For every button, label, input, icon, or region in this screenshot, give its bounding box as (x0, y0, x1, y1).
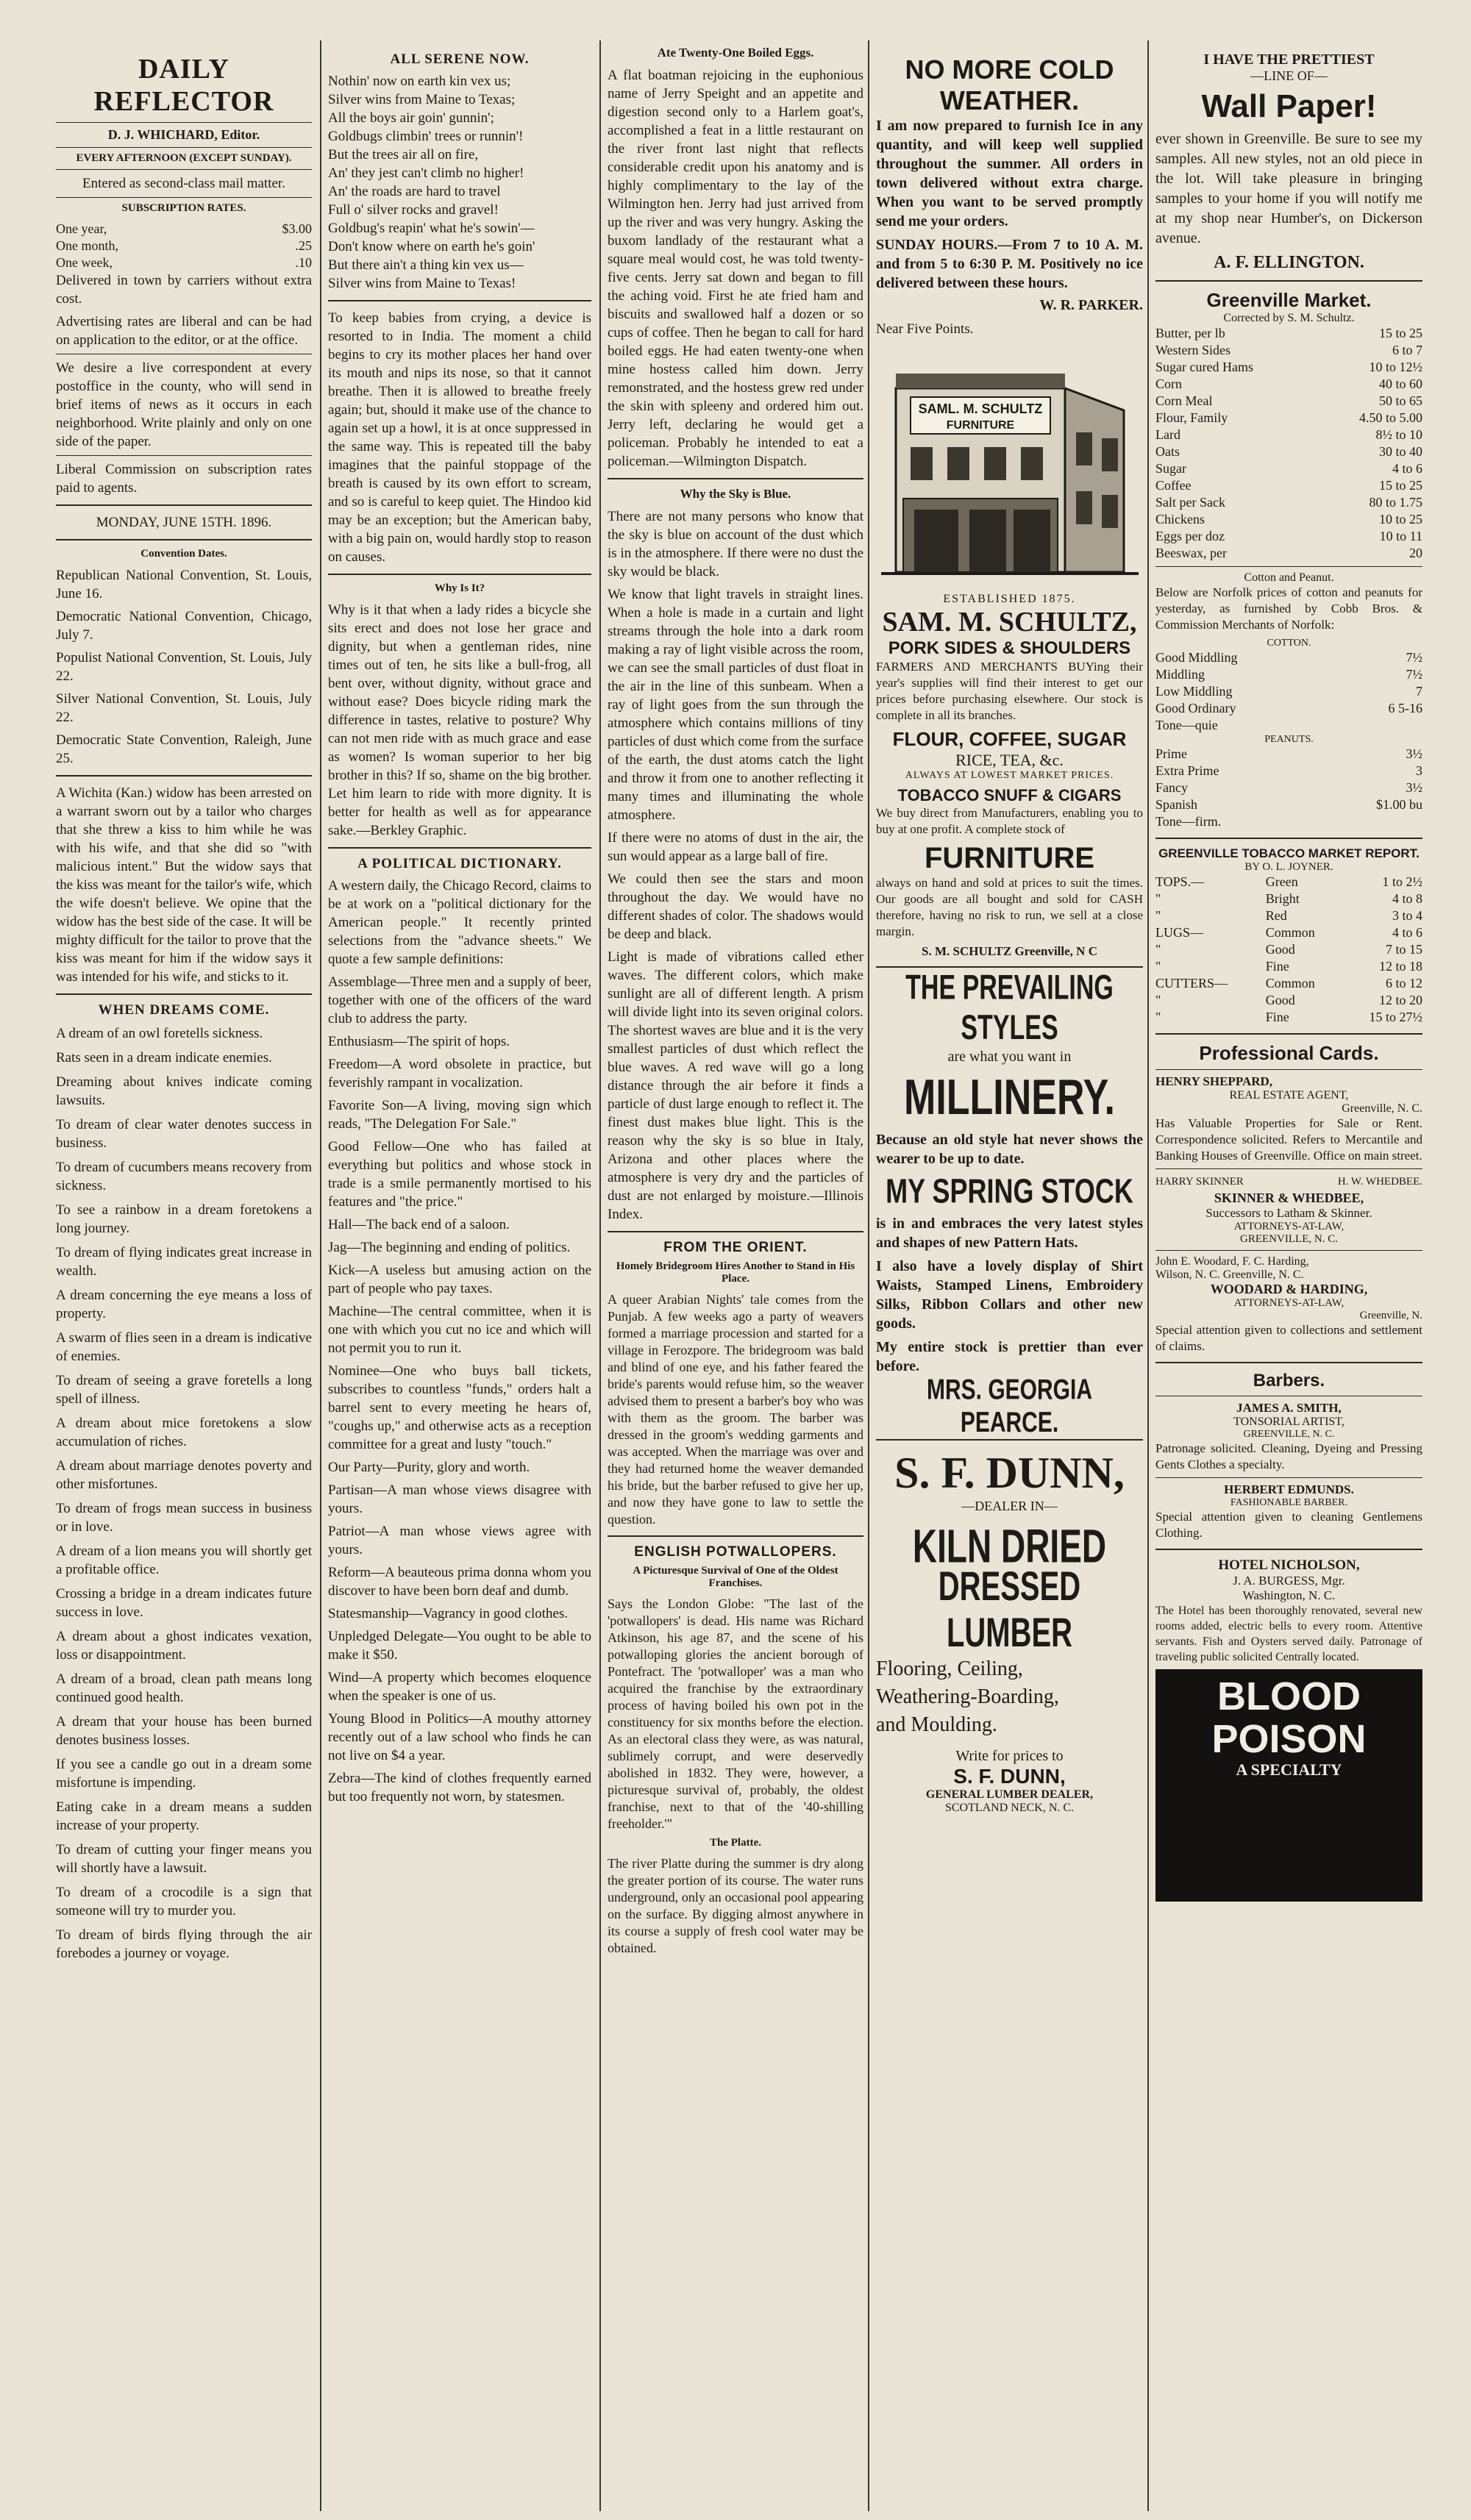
market-row: Butter, per lb 15 to 25 (1155, 326, 1422, 340)
definition: Unpledged Delegate—You ought to be able to make it $50. (328, 1629, 591, 1663)
convention-item: Democratic National Convention, Chicago, July 7. (56, 609, 312, 643)
peanut-table (1155, 746, 1422, 830)
convention-title: Convention Dates. (140, 548, 227, 560)
correspondent-note: We desire a live correspondent at every postoffice in the county, who will send in brief items of news as it occurs in each neighborhood. Write plainly and only on one side of the paper. (56, 360, 312, 449)
dream-item: A swarm of flies seen in a dream is indicative of enemies. (56, 1330, 312, 1364)
definition: Our Party—Purity, glory and worth. (328, 1460, 530, 1475)
sky-para: We could then see the stars and moon throughout the day. We would have no different shades of color. The shadows would be deep and black. (608, 871, 863, 942)
masthead-schedule: EVERY AFTERNOON (EXCEPT SUNDAY). (76, 152, 292, 164)
platte-title: The Platte. (710, 1837, 761, 1849)
poem-line: Silver wins from Maine to Texas! (328, 276, 516, 291)
definition: Partisan—A man whose views disagree with yours. (328, 1482, 591, 1516)
market-row: Chickens 10 to 25 (1155, 512, 1422, 527)
dream-item: A dream about marriage denotes poverty and other misfortunes. (56, 1458, 312, 1492)
cotton-title: Cotton and Peanut. (1244, 571, 1334, 584)
market-row: Salt per Sack 80 to 1.75 (1155, 495, 1422, 510)
market-corrected: Corrected by S. M. Schultz. (1223, 312, 1355, 324)
cotton-row: Good Middling 7½ (1155, 650, 1422, 665)
schultz-tobacco: TOBACCO SNUFF & CIGARS (897, 786, 1122, 804)
sky-para: We know that light travels in straight lines. When a hole is made in a curtain and light streams through the hole into a dark room making a ray of light visible across the room, we can see the small particles of dust float in the air in the line of this sunbeam. When a ray of light goes from the sun through the atmosphere which contains millions of tiny particles of dust which come from the surface of the earth, the dust atoms catch the light and throw it from one to another reflecting it many times and illuminating the whole atmosphere. (608, 587, 863, 823)
millinery-text4: My entire stock is prettier than ever before. (876, 1339, 1143, 1374)
smith-text: Patronage solicited. Cleaning, Dyeing and Pressing Gents Clothes a specialty. (1155, 1441, 1422, 1471)
edmunds-text: Special attention given to cleaning Gentlemens Clothing. (1155, 1510, 1422, 1540)
potwallopers-story: Says the London Globe: "The last of the 'potwallopers' is dead. His name was Richard Atkinson, his age 87, and the scene of his potwalloping glories the ancient borough of Pontefract. The 'potwalloper' was a man who acquired the franchise by the extraordinary process of having boiled his own pot in the constituency for six months before the election. As an electoral class they were, as was natural, sublimely corrupt, and were deservedly abolished in 1832. They were, however, a picturesque survival of, probably, the oldest franchise, next to that of the '40-shilling freeholder.'" (608, 1596, 863, 1831)
dunn-location: SCOTLAND NECK, N. C. (944, 1802, 1075, 1814)
masthead-entry: Entered as second-class mail matter. (82, 176, 285, 191)
column-2 (324, 44, 596, 2515)
column-4 (872, 44, 1147, 2515)
cotton-head: COTTON. (1267, 638, 1311, 649)
orient-story: A queer Arabian Nights' tale comes from the Punjab. A few weeks ago a party of weavers formed a marriage procession and started for a village in Ferozpore. The bridegroom was bald and blind of one eye, and his father feared the bride's parents would refuse him, so the weaver advised them to present a barber's boy who was with them as the groom. The barber was dressed in the groom's wedding garments and was accepted. When the marriage was over and they had returned home the weaver demanded his bride, but the barber refused to give her up, and now they have gone to law to settle the question. (608, 1292, 863, 1527)
definition: Kick—A useless but amusing action on the part of people who pay taxes. (328, 1263, 591, 1296)
schultz-pork: PORK SIDES & SHOULDERS (888, 638, 1131, 658)
poem-line: Full o' silver rocks and gravel! (328, 202, 499, 218)
eggs-title: Ate Twenty-One Boiled Eggs. (657, 46, 814, 60)
wallpaper-line1: I HAVE THE PRETTIEST (1203, 51, 1375, 68)
cotton-row: Middling 7½ (1155, 667, 1422, 682)
dream-item: To dream of seeing a grave foretells a long spell of illness. (56, 1373, 312, 1407)
smith-role: TONSORIAL ARTIST, (1233, 1416, 1344, 1428)
dunn-moulding: and Moulding. (876, 1713, 997, 1736)
millinery-line2: are what you want in (947, 1049, 1072, 1065)
market-table (1155, 325, 1422, 562)
serene-title: ALL SERENE NOW. (390, 51, 530, 67)
wallpaper-title: Wall Paper! (1201, 88, 1377, 124)
tobacco-row: " Fine 12 to 18 (1155, 959, 1422, 974)
schultz-farmers: FARMERS AND MERCHANTS BUYing their year's supplies will find their interest to get our prices before purchasing elsewhere. Our stock is complete in all its branches. (876, 660, 1143, 722)
schultz-signature: S. M. SCHULTZ Greenville, N C (922, 944, 1097, 958)
blood-title: BLOOD POISON (1211, 1674, 1367, 1761)
poem-line: But the trees air all on fire, (328, 147, 479, 163)
dream-item: To dream of flying indicates great increase in wealth. (56, 1245, 312, 1279)
definition: Wind—A property which becomes eloquence when the speaker is one of us. (328, 1670, 591, 1704)
rate-row: One week, .10 (56, 255, 312, 270)
dream-item: A dream concerning the eye means a loss of property. (56, 1288, 312, 1321)
dream-item: To dream of birds flying through the air forebodes a journey or voyage. (56, 1927, 312, 1961)
dream-item: Rats seen in a dream indicate enemies. (56, 1050, 272, 1066)
column-5 (1151, 44, 1427, 2515)
hotel-name: HOTEL NICHOLSON, (1218, 1557, 1360, 1573)
market-row: Oats 30 to 40 (1155, 444, 1422, 459)
cotton-note: Below are Norfolk prices of cotton and peanuts for yesterday, as furnished by Cobb Bros. & Commission Merchants of Norfolk: (1155, 585, 1422, 632)
definition: Freedom—A word obsolete in practice, but feverishly rampant in vocalization. (328, 1057, 591, 1091)
peanut-row: Spanish $1.00 bu (1155, 797, 1422, 812)
millinery-text3: I also have a lovely display of Shirt Waists, Stamped Linens, Embroidery Silks, Ribbon Collars and other new goods. (876, 1258, 1143, 1332)
poem-line: An' they jest can't climb no higher! (328, 165, 524, 181)
poem-line: But there ain't a thing kin vex us— (328, 257, 524, 273)
smith-name: JAMES A. SMITH, (1236, 1401, 1342, 1415)
weather-text: I am now prepared to furnish Ice in any quantity, and will keep well supplied throughout the summer. All orders in town delivered without extra charge. When you want to be served promptly send me your orders. (876, 118, 1143, 229)
dream-item: To dream of a crocodile is a sign that someone will try to murder you. (56, 1885, 312, 1918)
woodard-role: ATTORNEYS-AT-LAW, (1233, 1297, 1344, 1309)
dunn-general: GENERAL LUMBER DEALER, (925, 1788, 1094, 1801)
tobacco-row: " Fine 15 to 27½ (1155, 1010, 1422, 1024)
schultz-flour: FLOUR, COFFEE, SUGAR (892, 728, 1127, 750)
definition: Patriot—A man whose views agree with yours. (328, 1524, 591, 1557)
dream-item: To see a rainbow in a dream foretokens a long journey. (56, 1202, 312, 1236)
hotel-text: The Hotel has been thoroughly renovated, several new rooms added, electric bells to every room. Attentive servants. Fish and Oysters served daily. Patronage of traveling public solicited Centrally located. (1155, 1605, 1422, 1663)
dream-item: To dream of clear water denotes success in business. (56, 1117, 312, 1151)
market-row: Flour, Family 4.50 to 5.00 (1155, 410, 1422, 425)
rates-table (56, 221, 312, 271)
poem-line: Goldbugs climbin' trees or runnin'! (328, 129, 524, 144)
dunn-dealer: —DEALER IN— (961, 1499, 1058, 1513)
why-title: Why Is It? (434, 582, 485, 594)
dream-item: A dream of a broad, clean path means long continued good health. (56, 1671, 312, 1705)
edmunds-name: HERBERT EDMUNDS. (1224, 1482, 1354, 1496)
market-row: Corn Meal 50 to 65 (1155, 393, 1422, 408)
millinery-text1: Because an old style hat never shows the wearer to be up to date. (876, 1132, 1143, 1167)
rates-title: SUBSCRIPTION RATES. (121, 202, 246, 214)
wallpaper-signature: A. F. ELLINGTON. (1214, 253, 1364, 272)
tobacco-row: TOPS.— Green 1 to 2½ (1155, 874, 1422, 889)
schultz-buy: We buy direct from Manufacturers, enabling you to buy at one profit. A complete stock of (876, 806, 1143, 836)
dream-item: A dream that your house has been burned denotes business losses. (56, 1714, 312, 1748)
woodard-place: Greenville, N. (1359, 1310, 1422, 1321)
sign-line2: FURNITURE (946, 419, 1014, 432)
dream-item: To dream of cucumbers means recovery from sickness. (56, 1160, 312, 1193)
hotel-proprietor: J. A. BURGESS, Mgr. (1233, 1574, 1345, 1588)
definition: Reform—A beauteous prima donna whom you discover to have been born deaf and dumb. (328, 1565, 591, 1599)
established: ESTABLISHED 1875. (943, 593, 1076, 605)
tobacco-row: " Good 7 to 15 (1155, 942, 1422, 957)
store-building-illustration (881, 344, 1139, 587)
tobacco-row: " Red 3 to 4 (1155, 908, 1422, 923)
orient-title: FROM THE ORIENT. (663, 1240, 808, 1255)
schultz-rice: RICE, TEA, &c. (955, 751, 1064, 769)
peanut-row: Prime 3½ (1155, 746, 1422, 761)
schultz-furniture: FURNITURE (924, 842, 1095, 874)
dunn-dressed: DRESSED LUMBER (938, 1564, 1081, 1656)
definition: Machine—The central committee, when it is one with which you cut no ice and which will not permit you to run it. (328, 1304, 591, 1356)
wallpaper-text: ever shown in Greenville. Be sure to see my samples. All new styles, not an old piece in the lot. Will take pleasure in bringing samples to your home if you will notify me at my shop near Humber's, on Dickerson avenue. (1155, 131, 1422, 246)
peanut-row: Tone—firm. (1155, 814, 1222, 829)
sky-title: Why the Sky is Blue. (680, 487, 791, 501)
dunn-kiln: KILN DRIED (912, 1518, 1107, 1573)
convention-item: Republican National Convention, St. Louis, June 16. (56, 568, 312, 602)
advertising-note: Advertising rates are liberal and can be had on application to the editor, or at the office. (56, 314, 312, 348)
tobacco-row: CUTTERS— Common 6 to 12 (1155, 976, 1422, 990)
poem-line: An' the roads are hard to travel (328, 184, 501, 199)
market-row: Lard 8½ to 10 (1155, 427, 1422, 442)
sky-para: If there were no atoms of dust in the air, the sun would appear as a large ball of fire. (608, 830, 863, 864)
schultz-name: SAM. M. SCHULTZ, (882, 607, 1137, 638)
sheppard-name: HENRY SHEPPARD, (1155, 1074, 1273, 1088)
column-rule (868, 40, 869, 2511)
definition: Statesmanship—Vagrancy in good clothes. (328, 1606, 569, 1621)
millinery-text2: is in and embraces the very latest styles and shapes of new Pattern Hats. (876, 1216, 1143, 1251)
weather-title: NO MORE COLD WEATHER. (905, 54, 1114, 115)
tobacco-by: BY O. L. JOYNER. (1244, 861, 1333, 873)
market-row: Sugar 4 to 6 (1155, 461, 1422, 476)
peanut-head: PEANUTS. (1264, 734, 1314, 745)
skinner-place: GREENVILLE, N. C. (1240, 1233, 1338, 1245)
definition: Enthusiasm—The spirit of hops. (328, 1034, 510, 1049)
market-row: Western Sides 6 to 7 (1155, 343, 1422, 357)
hotel-place: Washington, N. C. (1242, 1588, 1336, 1602)
babies-story: To keep babies from crying, a device is resorted to in India. The moment a child begins to cry its mother places her hand over its mouth and nips its nose, so that it cannot breathe. Then it is allowed to breathe freely again; but, should it make use of the chance to again set up a howl, it is at once suppressed in the same way. This is repeated till the baby imagines that the painful stoppage of the breath is caused by its own effort to scream, and so is careful to keep quiet. The Hindoo kid may be an exception; but the American baby, with a big pain on, would hardly stop to reason on causes. (328, 310, 591, 565)
weather-location: Near Five Points. (876, 321, 974, 337)
schultz-always: ALWAYS AT LOWEST MARKET PRICES. (905, 770, 1114, 781)
smith-place: GREENVILLE, N. C. (1243, 1429, 1335, 1440)
dream-item: A dream about a ghost indicates vexation, loss or disappointment. (56, 1629, 312, 1663)
rate-row: One year, $3.00 (56, 221, 312, 236)
wichita-story: A Wichita (Kan.) widow has been arrested on a warrant sworn out by a tailor who charges that she threw a kiss to him while he was with his wife, and that she did so "with malicious intent." But the widow says that the kiss was meant for the tailor's wife, which the wife doesn't believe. We opine that the widow has the best side of the case. It will be mighty difficult for the tailor to prove that the kiss was meant for him if the widow says it was intended for his wife, and sticks to it. (56, 785, 312, 985)
dream-item: A dream about mice foretokens a slow accumulation of riches. (56, 1416, 312, 1449)
dream-item: To dream of frogs mean success in business or in love. (56, 1501, 312, 1535)
dream-item: A dream of a lion means you will shortly get a profitable office. (56, 1543, 312, 1577)
sheppard-place: Greenville, N. C. (1342, 1102, 1422, 1115)
column-rule (320, 40, 321, 2511)
market-row: Corn 40 to 60 (1155, 376, 1422, 391)
column-rule (599, 40, 601, 2511)
definition: Hall—The back end of a saloon. (328, 1217, 510, 1232)
market-row: Sugar cured Hams 10 to 12½ (1155, 360, 1422, 374)
cotton-row: Tone—quie (1155, 718, 1218, 732)
convention-item: Silver National Convention, St. Louis, July 22. (56, 691, 312, 725)
woodard-places: Wilson, N. C. Greenville, N. C. (1155, 1268, 1304, 1281)
market-row: Eggs per doz 10 to 11 (1155, 529, 1422, 543)
definition: Zebra—The kind of clothes frequently earned but too frequently not worn, by statesmen. (328, 1771, 591, 1805)
orient-subtitle: Homely Bridegroom Hires Another to Stand in His Place. (616, 1260, 855, 1285)
dream-item: Eating cake in a dream means a sudden increase of your property. (56, 1799, 312, 1833)
masthead-title: DAILY REFLECTOR (93, 54, 274, 117)
peanut-row: Extra Prime 3 (1155, 763, 1422, 778)
poem-line: Don't know where on earth he's goin' (328, 239, 535, 254)
millinery-line4: MY SPRING STOCK (886, 1171, 1133, 1210)
woodard-text: Special attention given to collections and settlement of claims. (1155, 1323, 1422, 1353)
sky-para: There are not many persons who know that the sky is blue on account of the dust which is in the atmosphere. If there were no dust the sky would be black. (608, 509, 863, 579)
professional-title: Professional Cards. (1199, 1042, 1379, 1064)
dictionary-intro: A western daily, the Chicago Record, claims to be at work on a "political dictionary for the American people." It recently printed selections from the "advance sheets." We quote a few sample definitions: (328, 878, 591, 967)
dunn-sig: S. F. DUNN, (953, 1765, 1066, 1788)
convention-item: Populist National Convention, St. Louis, July 22. (56, 650, 312, 684)
wallpaper-line2: —LINE OF— (1250, 68, 1328, 83)
dreams-title: WHEN DREAMS COME. (98, 1002, 270, 1018)
dunn-name: S. F. DUNN, (894, 1449, 1125, 1497)
potwallopers-title: ENGLISH POTWALLOPERS. (634, 1544, 837, 1560)
commission-note: Liberal Commission on subscription rates paid to agents. (56, 462, 312, 496)
dream-item: A dream of an owl foretells sickness. (56, 1026, 263, 1041)
dictionary-title: A POLITICAL DICTIONARY. (357, 856, 562, 871)
skinner-role: ATTORNEYS-AT-LAW, (1233, 1221, 1344, 1232)
tobacco-row: " Bright 4 to 8 (1155, 891, 1422, 906)
platte-story: The river Platte during the summer is dry along the greater portion of its course. The water runs underground, only an occasional pool appearing on the surface. By digging almost anywhere in its course a supply of fresh cool water may be obtained. (608, 1856, 863, 1955)
dunn-write: Write for prices to (955, 1748, 1064, 1764)
definition: Assemblage—Three men and a supply of beer, together with one of the officers of the ward club to address the party. (328, 974, 591, 1027)
woodard-names: John E. Woodard, F. C. Harding, (1155, 1255, 1309, 1268)
tobacco-title: GREENVILLE TOBACCO MARKET REPORT. (1158, 846, 1420, 860)
woodard-firm: WOODARD & HARDING, (1210, 1282, 1368, 1296)
masthead-editor: D. J. WHICHARD, Editor. (107, 127, 260, 142)
dreams-list (56, 1024, 312, 1963)
rate-row: One month, .25 (56, 238, 312, 253)
millinery-line1: THE PREVAILING STYLES (905, 968, 1114, 1048)
tobacco-row: LUGS— Common 4 to 6 (1155, 925, 1422, 940)
poem-line: All the boys air goin' gunnin'; (328, 110, 494, 126)
weather-hours: SUNDAY HOURS.—From 7 to 10 A. M. and from 5 to 6:30 P. M. Positively no ice delivered between these hours. (876, 237, 1143, 291)
delivery-note: Delivered in town by carriers without extra cost. (56, 273, 312, 307)
eggs-story: A flat boatman rejoicing in the euphonious name of Jerry Speight and an appetite and digestion second only to a Harlem goat's, accomplished a feat in a little restaurant on the river front last night that reflects considerable credit upon his anatomy and is highly complimentary to the lay of the Wilmington hen. Jerry had just arrived from up the river and was very hungry. Asking the buxom landlady of the restaurant what a square meal would cost, he was told twenty-five cents. Jerry sat down and began to fill the aching void. First he ate fried ham and biscuits and swallowed half a dozen or so cups of coffee. Then he began to call for hard boiled eggs. He had eaten twenty-one when mine hostess called him down. Jerry remonstrated, and the hostess grew red under the skin with spleeny and ordered him out. Jerry left, declaring he would get a policeman. Probably he intended to eat a policeman.—Wilmington Dispatch. (608, 68, 863, 469)
peanut-row: Fancy 3½ (1155, 780, 1422, 795)
definition: Good Fellow—One who has failed at everything but politics and whose stock in trade is a smile permanently mortised to his features and "the price." (328, 1139, 591, 1210)
blood-poison-ad (1155, 1669, 1422, 1902)
cotton-row: Good Ordinary 6 5-16 (1155, 701, 1422, 715)
poem-line: Silver wins from Maine to Texas; (328, 92, 516, 107)
poem-line: Goldbug's reapin' what he's sowin'— (328, 221, 535, 236)
edmunds-role: FASHIONABLE BARBER. (1230, 1497, 1348, 1508)
dunn-weather: Weathering-Boarding, (876, 1685, 1059, 1708)
barbers-title: Barbers. (1253, 1371, 1325, 1391)
sky-para: Light is made of vibrations called ether waves. The different colors, which make sunlight are all of different length. A prism will divide light into its seven original colors. The shortest waves are blue and it is the very smallest particles of dust which reflect the blue waves. A red wave will go a long distance through the air before it finds a particle of dust large enough to reflect it. The finest dust makes blue light. This is the reason why the sky is so blue in Italy, Arizona and other places where the atmosphere is very dry and the particles of dust are not enlarged by moisture.—Illinois Index. (608, 949, 863, 1222)
serene-poem (328, 72, 591, 293)
poem-line: Nothin' now on earth kin vex us; (328, 74, 511, 89)
column-3 (603, 44, 868, 2515)
market-row: Coffee 15 to 25 (1155, 478, 1422, 493)
schultz-hand: always on hand and sold at prices to suit the times. Our goods are all bought and sold for CASH therefore, having no risk to run, we sell at a close margin. (876, 876, 1143, 938)
sign-line1: SAML. M. SCHULTZ (918, 401, 1042, 416)
sheppard-role: REAL ESTATE AGENT, (1229, 1089, 1349, 1102)
potwallopers-subtitle: A Picturesque Survival of One of the Oldest Franchises. (633, 1565, 838, 1589)
millinery-name: MRS. GEORGIA PEARCE. (926, 1374, 1092, 1438)
sheppard-text: Has Valuable Properties for Sale or Rent. Correspondence solicited. Refers to Mercantile and Banking Houses of Greenville. Office on main street. (1155, 1116, 1422, 1163)
tobacco-table (1155, 874, 1422, 1026)
tobacco-row: " Good 12 to 20 (1155, 993, 1422, 1007)
column-1 (51, 44, 316, 2515)
column-rule (1147, 40, 1149, 2511)
market-title: Greenville Market. (1206, 289, 1372, 311)
cotton-table (1155, 649, 1422, 734)
cotton-row: Low Middling 7 (1155, 684, 1422, 699)
dream-item: Crossing a bridge in a dream indicates future success in love. (56, 1586, 312, 1620)
skinner-text: Successors to Latham & Skinner. (1205, 1206, 1372, 1220)
blood-sub: A SPECIALTY (1236, 1760, 1342, 1779)
why-story: Why is it that when a lady rides a bicycle she sits erect and does not lose her grace and dignity, but when a gentleman rides, nine times out of ten, he sits like a bull-frog, all bent over, without dignity, without grace and without ease? Does bicycle riding mark the difference in tastes, relative to posture? Why can not men ride with as much grace and ease as women? Is woman superior to her big brother in this? If so, shame on the big brother. Let him learn to ride with more dignity. It is better for health as well as for appearance sake.—Berkley Graphic. (328, 602, 591, 838)
dream-item: Dreaming about knives indicate coming lawsuits. (56, 1074, 312, 1108)
convention-item: Democratic State Convention, Raleigh, June 25. (56, 732, 312, 766)
issue-date: MONDAY, JUNE 15TH. 1896. (96, 515, 272, 530)
skinner-header: HARRY SKINNER H. W. WHEDBEE. (1155, 1176, 1422, 1188)
market-row: Beeswax, per 20 (1155, 546, 1422, 560)
millinery-line3: MILLINERY. (904, 1070, 1115, 1126)
dream-item: If you see a candle go out in a dream some misfortune is impending. (56, 1757, 312, 1791)
definition: Favorite Son—A living, moving sign which reads, "The Delegation For Sale." (328, 1098, 591, 1132)
definition: Nominee—One who buys ball tickets, subscribes to countless "funds," orders halt a barrel sent to every meeting he hears of, "coughs up," and otherwise acts as a reception committee for a great and lusty "touch." (328, 1363, 591, 1452)
dream-item: To dream of cutting your finger means you will shortly have a lawsuit. (56, 1842, 312, 1876)
weather-signature: W. R. PARKER. (1039, 297, 1143, 313)
skinner-firm: SKINNER & WHEDBEE, (1214, 1191, 1364, 1205)
dunn-flooring: Flooring, Ceiling, (876, 1657, 1023, 1680)
definition: Young Blood in Politics—A mouthy attorney recently out of a law school who finds he can not live on $4 a year. (328, 1711, 591, 1763)
definition: Jag—The beginning and ending of politics. (328, 1240, 571, 1255)
